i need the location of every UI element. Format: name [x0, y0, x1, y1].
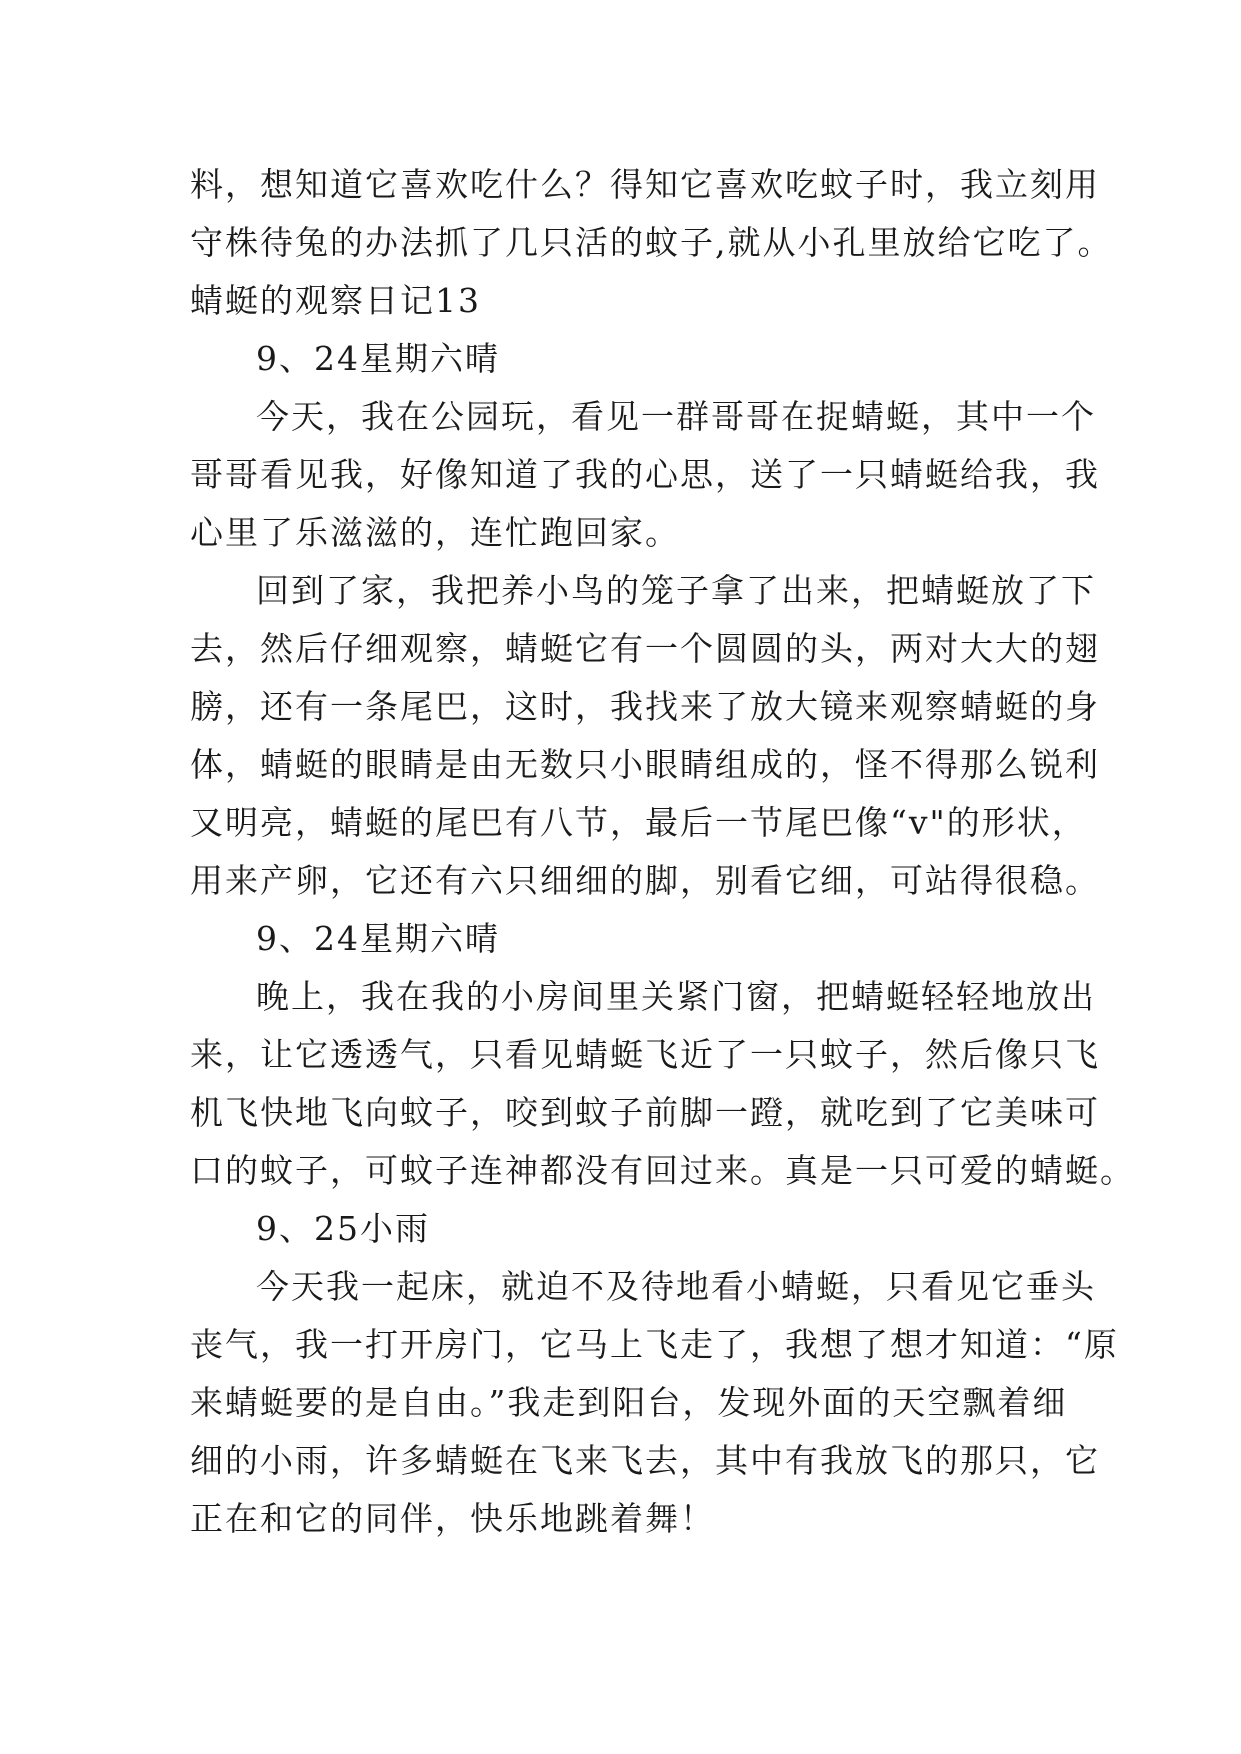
text-line: 来，让它透透气，只看见蜻蜓飞近了一只蚊子，然后像只飞: [190, 1035, 1100, 1074]
text-line: 去，然后仔细观察，蜻蜓它有一个圆圆的头，两对大大的翅: [190, 629, 1100, 668]
paragraph-start: 今天，我在公园玩，看见一群哥哥在捉蜻蜓，其中一个: [256, 397, 1096, 436]
text-line: 用来产卵，它还有六只细细的脚，别看它细，可站得很稳。: [190, 861, 1100, 900]
paragraph-start: 回到了家，我把养小鸟的笼子拿了出来，把蜻蜓放了下: [256, 571, 1096, 610]
text-line: 口的蚊子，可蚊子连神都没有回过来。真是一只可爱的蜻蜓。: [190, 1151, 1135, 1190]
date-line: 9、24星期六晴: [256, 339, 500, 378]
text-line: 正在和它的同伴，快乐地跳着舞！: [190, 1499, 715, 1538]
date-line: 9、25小雨: [256, 1209, 430, 1248]
text-line: 又明亮，蜻蜓的尾巴有八节，最后一节尾巴像“v"的形状，: [190, 803, 1087, 842]
text-line: 来蜻蜓要的是自由。”我走到阳台，发现外面的天空飘着细: [190, 1383, 1068, 1422]
text-line: 细的小雨，许多蜻蜓在飞来飞去，其中有我放飞的那只，它: [190, 1441, 1100, 1480]
text-line: 体，蜻蜓的眼睛是由无数只小眼睛组成的，怪不得那么锐利: [190, 745, 1100, 784]
text-line: 守株待兔的办法抓了几只活的蚊子,就从小孔里放给它吃了。: [190, 223, 1113, 262]
text-line: 心里了乐滋滋的，连忙跑回家。: [190, 513, 680, 552]
paragraph-start: 晚上，我在我的小房间里关紧门窗，把蜻蜓轻轻地放出: [256, 977, 1096, 1016]
text-line: 料，想知道它喜欢吃什么？得知它喜欢吃蚊子时，我立刻用: [190, 165, 1100, 204]
text-line: 哥哥看见我，好像知道了我的心思，送了一只蜻蜓给我，我: [190, 455, 1100, 494]
date-line: 9、24星期六晴: [256, 919, 500, 958]
section-heading: 蜻蜓的观察日记13: [190, 281, 481, 320]
text-line: 丧气，我一打开房门，它马上飞走了，我想了想才知道：“原: [190, 1325, 1119, 1364]
paragraph-start: 今天我一起床，就迫不及待地看小蜻蜓，只看见它垂头: [256, 1267, 1096, 1306]
text-line: 膀，还有一条尾巴，这时，我找来了放大镜来观察蜻蜓的身: [190, 687, 1100, 726]
text-line: 机飞快地飞向蚊子，咬到蚊子前脚一蹬，就吃到了它美味可: [190, 1093, 1100, 1132]
